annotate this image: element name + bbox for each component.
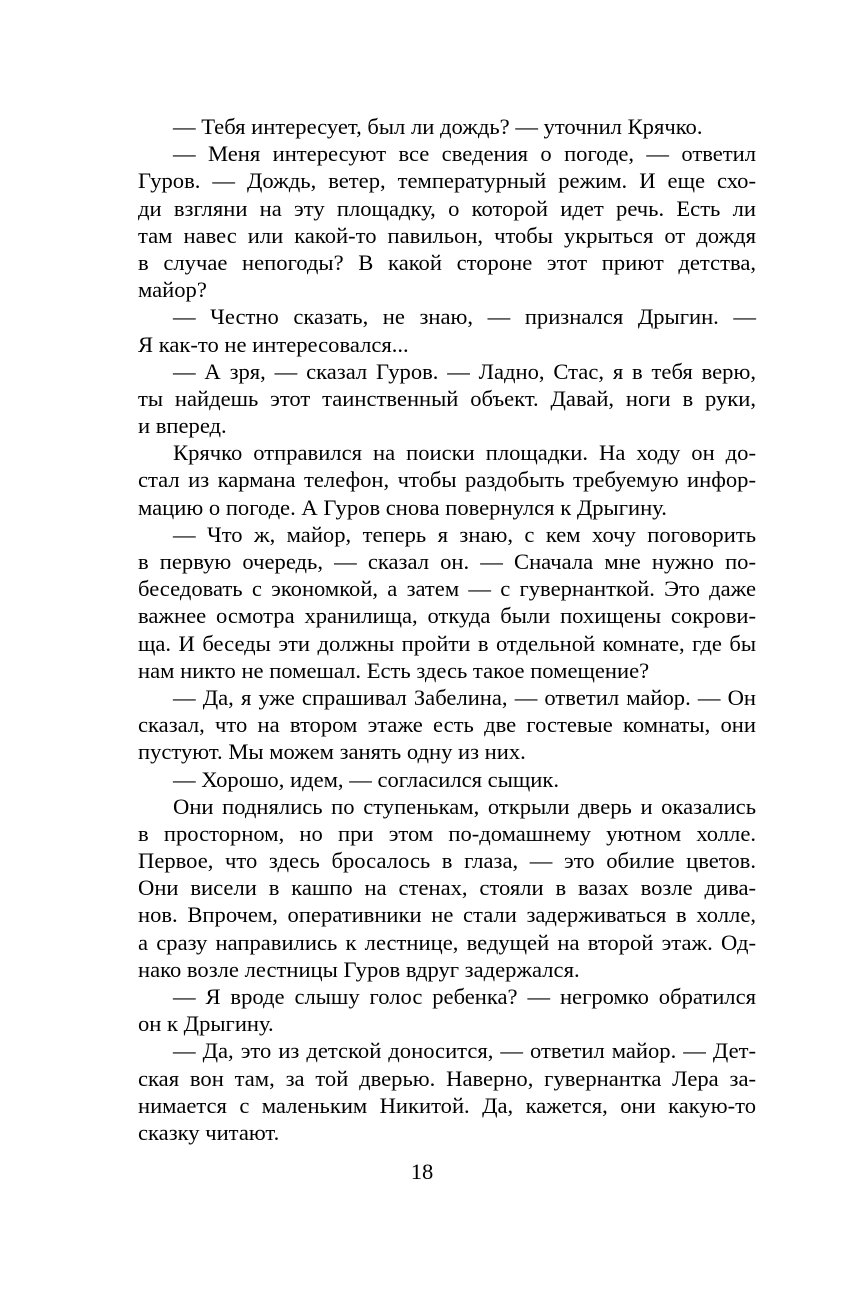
text-line: а сразу направились к лестнице, ведущей на второй этаж. Од- [138, 929, 756, 955]
body-text [138, 113, 756, 1146]
text-line: нам никто не помешал. Есть здесь такое помещение? [138, 657, 650, 683]
text-line: там навес или какой-то павильон, чтобы укрыться от дождя [138, 222, 756, 248]
text-line: нимается с маленьким Никитой. Да, кажется, они какую-то [138, 1092, 756, 1118]
text-line: беседовать с экономкой, а затем — с гувернанткой. Это даже [138, 576, 756, 602]
text-line: — Я вроде слышу голос ребенка? — негромко обратился [173, 984, 756, 1009]
text-line: в первую очередь, — сказал он. — Сначала мне нужно по- [138, 549, 756, 574]
text-line: Я как-то не интересовался... [138, 331, 409, 357]
text-line: — А зря, — сказал Гуров. — Ладно, Стас, я в тебя верю, [173, 358, 756, 384]
text-line: Первое, что здесь бросалось в глаза, — это обилие цветов. [138, 848, 756, 874]
text-line: в случае непогоды? В какой стороне этот приют детства, [138, 249, 756, 275]
text-line: — Честно сказать, не знаю, — признался Дрыгин. — [173, 304, 756, 330]
text-line: стал из кармана телефон, чтобы раздобыть требуемую инфор- [138, 467, 756, 493]
text-line: нов. Впрочем, оперативники не стали задерживаться в холле, [138, 902, 756, 928]
text-line: — Хорошо, идем, — согласился сыщик. [173, 766, 560, 792]
text-line: он к Дрыгину. [138, 1011, 274, 1037]
text-line: мацию о погоде. А Гуров снова повернулся к Дрыгину. [138, 494, 667, 520]
text-line: ди взгляни на эту площадку, о которой идет речь. Есть ли [138, 195, 756, 221]
text-line: майор? [138, 277, 207, 303]
text-line: и вперед. [138, 413, 227, 439]
text-line: — Да, я уже спрашивал Забелина, — ответил майор. — Он [173, 684, 756, 710]
text-line: ща. И беседы эти должны пройти в отдельной комнате, где бы [138, 630, 756, 656]
text-line: Крячко отправился на поиски площадки. На ходу он до- [173, 440, 756, 466]
text-line: в просторном, но при этом по-домашнему уютном холле. [138, 820, 756, 846]
text-line: пустуют. Мы можем занять одну из них. [138, 739, 526, 765]
text-line: ская вон там, за той дверью. Наверно, гувернантка Лера за- [138, 1065, 756, 1091]
text-line: нако возле лестницы Гуров вдруг задержался. [138, 956, 580, 982]
text-line: — Тебя интересует, был ли дождь? — уточнил Крячко. [173, 114, 703, 139]
text-line: сказал, что на втором этаже есть две гостевые комнаты, они [138, 712, 756, 738]
text-line: Гуров. — Дождь, ветер, температурный режим. И еще схо- [138, 168, 756, 194]
text-line: — Да, это из детской доносится, — ответил майор. — Дет- [173, 1038, 756, 1064]
text-line: Они висели в кашпо на стенах, стояли в вазах возле дива- [138, 875, 756, 901]
text-line: важнее осмотра хранилища, откуда были похищены сокрови- [138, 603, 756, 629]
text-line: Они поднялись по ступенькам, открыли дверь и оказались [173, 793, 756, 819]
text-line: — Что ж, майор, теперь я знаю, с кем хочу поговорить [173, 521, 756, 547]
page-number: 18 [410, 1159, 434, 1184]
text-line: ты найдешь этот таинственный объект. Давай, ноги в руки, [138, 385, 756, 411]
text-line: сказку читают. [138, 1119, 280, 1145]
text-line: — Меня интересуют все сведения о погоде, — ответил [173, 141, 756, 167]
